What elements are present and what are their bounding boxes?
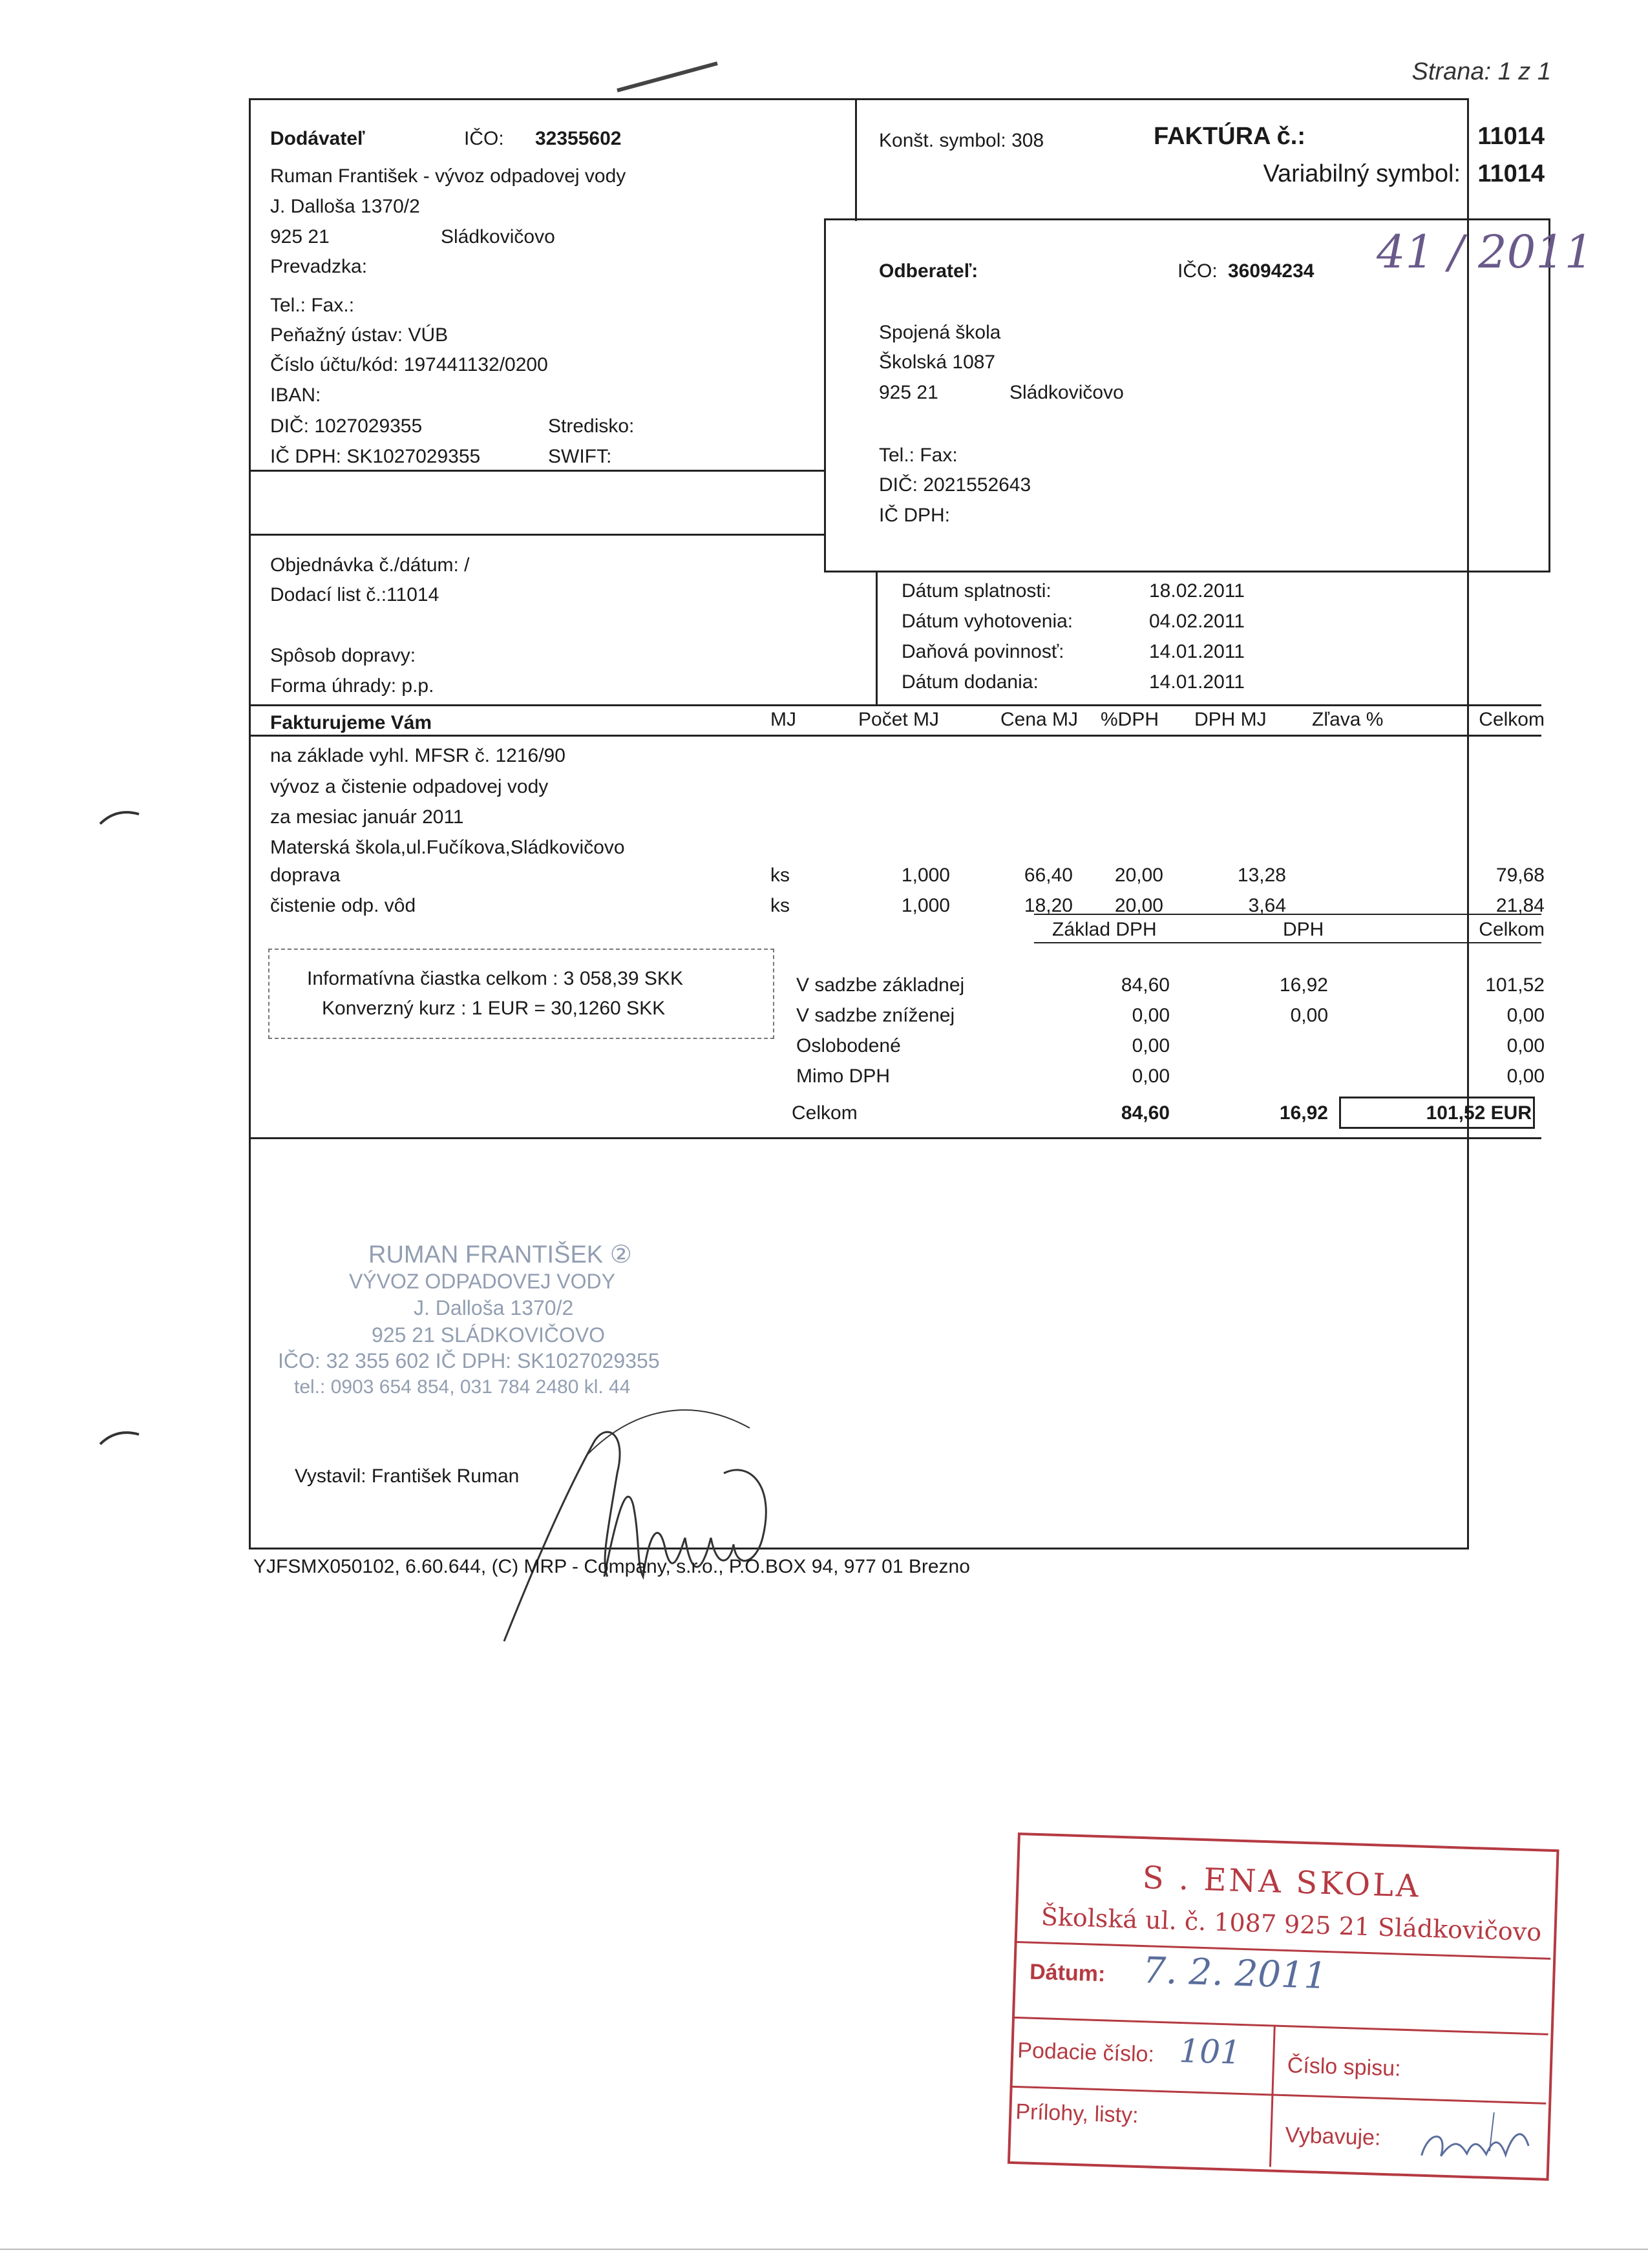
summary-label: Mimo DPH: [796, 1066, 891, 1087]
info-box: [268, 949, 774, 1039]
customer-name: Spojená škola: [879, 322, 1001, 343]
registry-date-value: 7. 2. 2011: [1142, 1949, 1328, 1998]
delivery-note: Dodací list č.:11014: [270, 584, 439, 605]
grand-total-base: 84,60: [1121, 1102, 1170, 1124]
footer-software: YJFSMX050102, 6.60.644, (C) MRP - Company, s.r.o., P.O.BOX 94, 977 01 Brezno: [253, 1556, 970, 1577]
supplier-stredisko: Stredisko:: [548, 415, 635, 437]
col-mj: MJ: [770, 709, 796, 730]
registry-spis-label: Číslo spisu:: [1287, 2053, 1402, 2081]
col-celkom: Celkom: [1479, 709, 1545, 730]
supplier-stamp-line: VÝVOZ ODPADOVEJ VODY: [349, 1270, 615, 1293]
summary-label: V sadzbe základnej: [796, 974, 965, 996]
item-vat-mj: 3,64: [1248, 895, 1286, 916]
col-cena: Cena MJ: [1000, 709, 1079, 730]
desc-line-2: vývoz a čistenie odpadovej vody: [270, 776, 549, 797]
date-label: Daňová povinnosť:: [902, 641, 1064, 662]
transport-method: Spôsob dopravy:: [270, 645, 416, 666]
desc-line-3: za mesiac január 2011: [270, 806, 464, 828]
pen-stroke-mark: [614, 58, 724, 97]
col-zlava: Zľava %: [1312, 709, 1384, 730]
registry-stamp: [988, 1832, 1579, 2192]
date-value: 14.01.2011: [1149, 641, 1245, 662]
col-dph-pct: %DPH: [1101, 709, 1159, 730]
item-mj: ks: [770, 865, 790, 886]
item-name: doprava: [270, 865, 341, 886]
summary-label: Oslobodené: [796, 1035, 901, 1056]
supplier-ico-label: IČO:: [464, 128, 504, 149]
summary-vat: 16,92: [1279, 974, 1328, 996]
registry-title: S . ENA SKOLA: [1141, 1860, 1422, 1905]
customer-icdph: IČ DPH:: [879, 505, 951, 526]
supplier-icdph: IČ DPH: SK1027029355: [270, 446, 481, 467]
customer-tel-fax: Tel.: Fax:: [879, 445, 958, 466]
customer-heading: Odberateľ:: [879, 260, 978, 282]
registry-podacie-value: 101: [1178, 2032, 1241, 2072]
desc-line-4: Materská škola,ul.Fučíkova,Sládkovičovo: [270, 837, 625, 858]
supplier-street: J. Dalloša 1370/2: [270, 196, 420, 217]
item-qty: 1,000: [901, 895, 950, 916]
customer-ico-label: IČO:: [1178, 260, 1218, 282]
supplier-swift: SWIFT:: [548, 446, 612, 467]
summary-col-celkom: Celkom: [1479, 919, 1545, 940]
supplier-heading: Dodávateľ: [270, 128, 365, 149]
item-qty: 1,000: [901, 865, 950, 886]
item-mj: ks: [770, 895, 790, 916]
summary-total: 0,00: [1506, 1066, 1545, 1087]
info-rate: Konverzný kurz : 1 EUR = 30,1260 SKK: [322, 998, 666, 1019]
grand-total-amount: 101,52 EUR: [1426, 1102, 1532, 1124]
invoice-number: 11014: [1477, 123, 1545, 150]
var-symbol: 11014: [1477, 160, 1545, 187]
supplier-dic: DIČ: 1027029355: [270, 415, 423, 437]
registry-podacie-label: Podacie číslo:: [1017, 2038, 1155, 2067]
payment-method: Forma úhrady: p.p.: [270, 675, 434, 697]
supplier-tel-fax: Tel.: Fax.:: [270, 295, 355, 316]
customer-ico: 36094234: [1228, 260, 1315, 282]
supplier-bank: Peňažný ústav: VÚB: [270, 324, 449, 346]
summary-base: 0,00: [1132, 1066, 1170, 1087]
supplier-account: Číslo účtu/kód: 197441132/0200: [270, 354, 548, 375]
summary-col-zaklad: Základ DPH: [1052, 919, 1157, 940]
registry-handler-signature: [1415, 2104, 1546, 2179]
issued-by: Vystavil: František Ruman: [295, 1465, 520, 1487]
desc-line-1: na základe vyhl. MFSR č. 1216/90: [270, 745, 565, 766]
signature: [478, 1383, 801, 1654]
supplier-ico: 32355602: [535, 128, 622, 149]
item-price: 18,20: [1024, 895, 1073, 916]
supplier-stamp-line: RUMAN FRANTIŠEK ②: [368, 1241, 632, 1268]
col-dph-mj: DPH MJ: [1194, 709, 1267, 730]
date-value: 18.02.2011: [1149, 580, 1245, 602]
invoice-title-label: [1154, 124, 1305, 149]
handwritten-ref: 41 / 2011: [1377, 226, 1594, 278]
item-total: 79,68: [1495, 865, 1545, 886]
item-vat-mj: 13,28: [1237, 865, 1286, 886]
summary-base: 84,60: [1121, 974, 1170, 996]
registry-prilohy-label: Prílohy, listy:: [1015, 2099, 1139, 2128]
page-number: Strana: 1 z 1: [1411, 58, 1551, 85]
item-vat-pct: 20,00: [1114, 895, 1163, 916]
punch-mark-1: [97, 801, 142, 827]
supplier-zip: 925 21: [270, 226, 330, 247]
supplier-stamp-line: 925 21 SLÁDKOVIČOVO: [372, 1323, 606, 1347]
summary-label: V sadzbe zníženej: [796, 1005, 955, 1026]
registry-vybavuje-text: Vybavuje:: [1284, 2123, 1382, 2150]
supplier-name: Ruman František - vývoz odpadovej vody: [270, 165, 626, 187]
registry-address: Školská ul. č. 1087 925 21 Sládkovičovo: [1041, 1902, 1542, 1947]
customer-dic: DIČ: 2021552643: [879, 474, 1031, 496]
summary-base: 0,00: [1132, 1035, 1170, 1056]
customer-street: Školská 1087: [879, 352, 996, 373]
item-vat-pct: 20,00: [1114, 865, 1163, 886]
col-pocet: Počet MJ: [858, 709, 940, 730]
registry-date-label: Dátum:: [1029, 1959, 1106, 1987]
punch-mark-2: [97, 1422, 142, 1447]
registry-vybavuje-label: [1285, 2124, 1381, 2149]
date-value: 14.01.2011: [1149, 671, 1245, 693]
grand-total-vat: 16,92: [1279, 1102, 1328, 1124]
summary-base: 0,00: [1132, 1005, 1170, 1026]
item-price: 66,40: [1024, 865, 1073, 886]
item-name: čistenie odp. vôd: [270, 895, 416, 916]
supplier-stamp-line: J. Dalloša 1370/2: [414, 1296, 574, 1319]
grand-total-label: Celkom: [792, 1102, 858, 1124]
konst-symbol: Konšt. symbol: 308: [879, 130, 1044, 151]
date-label: Dátum splatnosti:: [902, 580, 1051, 602]
item-total: 21,84: [1495, 895, 1545, 916]
var-symbol-label: Variabilný symbol:: [1263, 160, 1461, 187]
order-line: Objednávka č./dátum: /: [270, 554, 470, 576]
date-label: Dátum dodania:: [902, 671, 1039, 693]
supplier-prevadzka: Prevadzka:: [270, 256, 368, 277]
summary-total: 101,52: [1485, 974, 1545, 996]
summary-total: 0,00: [1506, 1005, 1545, 1026]
customer-zip: 925 21: [879, 382, 938, 403]
summary-total: 0,00: [1506, 1035, 1545, 1056]
items-title: Fakturujeme Vám: [270, 712, 432, 733]
supplier-stamp-line: IČO: 32 355 602 IČ DPH: SK1027029355: [278, 1349, 660, 1372]
date-label: Dátum vyhotovenia:: [902, 611, 1073, 632]
supplier-city: Sládkovičovo: [441, 226, 555, 247]
info-amount: Informatívna čiastka celkom : 3 058,39 SKK: [307, 968, 683, 989]
invoice-title: FAKTÚRA č.:: [1153, 123, 1305, 150]
supplier-stamp-line: tel.: 0903 654 854, 031 784 2480 kl. 44: [294, 1376, 631, 1398]
summary-col-dph: DPH: [1283, 919, 1324, 940]
summary-vat: 0,00: [1290, 1005, 1328, 1026]
date-value: 04.02.2011: [1149, 611, 1245, 632]
supplier-iban: IBAN:: [270, 384, 321, 406]
customer-city: Sládkovičovo: [1009, 382, 1124, 403]
